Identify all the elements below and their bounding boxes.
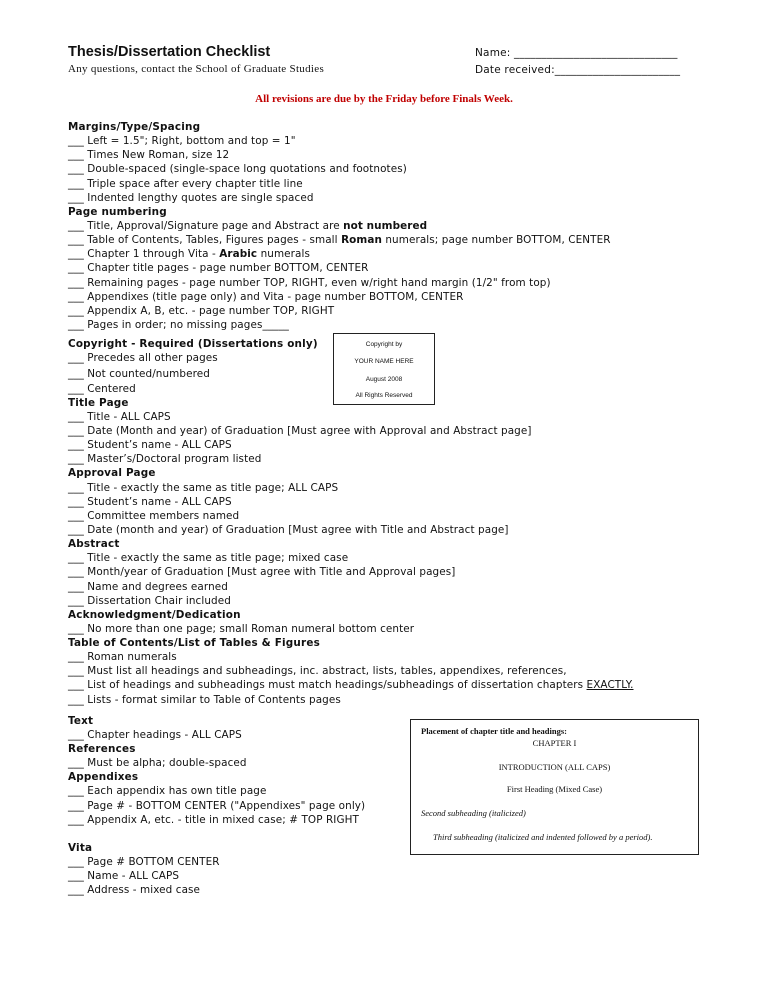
checklist-item: ___ Appendix A, B, etc. - page number TOP, RIGHT [68, 304, 335, 317]
checklist-item: ___ Month/year of Graduation [Must agree with Title and Approval pages] [68, 566, 456, 579]
checklist-item: ___ Indented lengthy quotes are single spaced [68, 191, 314, 204]
section-heading-abstract: Abstract [68, 538, 120, 551]
section-heading-text: Text [68, 714, 94, 727]
item-text: ___ Table of Contents, Tables, Figures pages - small [68, 234, 342, 247]
item-text: numerals [257, 248, 311, 261]
section-heading-references: References [68, 743, 136, 756]
checklist-item: ___ Left = 1.5"; Right, bottom and top = 1" [68, 135, 296, 148]
heading-placement-box [410, 719, 699, 855]
checklist-item: ___ Committee members named [68, 509, 240, 522]
copyright-rights: All Rights Reserved [355, 392, 413, 399]
section-heading-copyright: Copyright - Required (Dissertations only) [68, 338, 318, 351]
checklist-item: ___ Not counted/numbered [68, 368, 210, 381]
date-received-field: Date received:_______________________ [475, 64, 681, 76]
checklist-item: ___ Must be alpha; double-spaced [68, 757, 247, 770]
checklist-item: ___ Page # - BOTTOM CENTER ("Appendixes" page only) [68, 799, 366, 812]
checklist-item: ___ Page # BOTTOM CENTER [68, 856, 220, 869]
placement-title: Placement of chapter title and headings: [421, 726, 567, 736]
checklist-item: ___ Student’s name - ALL CAPS [68, 495, 232, 508]
checklist-item: ___ Date (month and year) of Graduation [Must agree with Title and Abstract page] [68, 523, 509, 536]
checklist-item: ___ Chapter headings - ALL CAPS [68, 728, 242, 741]
copyright-sample-box [333, 333, 435, 405]
name-field: Name: ______________________________ [475, 47, 678, 59]
page-title: Thesis/Dissertation Checklist [68, 44, 271, 60]
checklist-item: ___ Centered [68, 382, 136, 395]
page-subtitle: Any questions, contact the School of Graduate Studies [68, 63, 325, 75]
checklist-item: ___ Times New Roman, size 12 [68, 149, 230, 162]
checklist-item: ___ Precedes all other pages [68, 352, 218, 365]
copyright-line: Copyright by [365, 341, 403, 348]
checklist-item: ___ Double-spaced (single-space long quotations and footnotes) [68, 163, 407, 176]
checklist-item: ___ Appendixes (title page only) and Vita - page number BOTTOM, CENTER [68, 290, 464, 303]
checklist-item [68, 247, 634, 261]
checklist-item: ___ Roman numerals [68, 651, 177, 664]
section-heading-page-numbering: Page numbering [68, 205, 167, 218]
section-heading-acknowledgment: Acknowledgment/Dedication [68, 608, 241, 621]
item-text: numerals; page number BOTTOM, CENTER [381, 234, 611, 247]
item-text: ___ Chapter 1 through Vita - [68, 248, 220, 261]
checklist-item: ___ Pages in order; no missing pages_____ [68, 318, 289, 331]
checklist-item: ___ Name - ALL CAPS [68, 870, 180, 883]
placement-intro: INTRODUCTION (ALL CAPS) [498, 762, 611, 772]
revision-notice: All revisions are due by the Friday before Finals Week. [255, 93, 513, 105]
checklist-item: ___ Title - exactly the same as title page; mixed case [68, 552, 349, 565]
section-heading-vita: Vita [68, 841, 93, 854]
section-heading-title-page: Title Page [68, 396, 129, 409]
checklist-item: ___ Title - ALL CAPS [68, 410, 171, 423]
checklist-item: ___ Name and degrees earned [68, 580, 228, 593]
checklist-item: ___ Lists - format similar to Table of Contents pages [68, 693, 341, 706]
item-text: ___ Title, Approval/Signature page and Abstract are [68, 219, 344, 232]
checklist-item: ___ Each appendix has own title page [68, 785, 267, 798]
item-emphasis: not numbered [343, 219, 428, 232]
checklist-item [68, 233, 634, 247]
checklist-item: ___ Title - exactly the same as title page; ALL CAPS [68, 481, 339, 494]
item-emphasis: EXACTLY. [586, 679, 634, 692]
item-emphasis: Arabic [219, 248, 258, 261]
section-heading-margins: Margins/Type/Spacing [68, 121, 201, 133]
checklist-item [68, 678, 634, 692]
section-heading-toc: Table of Contents/List of Tables & Figures [68, 637, 320, 650]
checklist-item: ___ Master’s/Doctoral program listed [68, 453, 262, 466]
section-heading-approval-page: Approval Page [68, 467, 156, 480]
placement-second-subheading: Second subheading (italicized) [421, 808, 526, 818]
checklist-item: ___ Appendix A, etc. - title in mixed case; # TOP RIGHT [68, 813, 359, 826]
checklist-item [68, 219, 634, 233]
copyright-date: August 2008 [365, 376, 403, 383]
copyright-name: YOUR NAME HERE [354, 358, 414, 365]
checklist-item: ___ Address - mixed case [68, 884, 201, 897]
section-heading-appendixes: Appendixes [68, 771, 139, 784]
checklist-item: ___ Student’s name - ALL CAPS [68, 439, 232, 452]
placement-chapter: CHAPTER I [532, 738, 577, 748]
checklist-item: ___ No more than one page; small Roman numeral bottom center [68, 622, 415, 635]
placement-first-heading: First Heading (Mixed Case) [506, 784, 603, 794]
checklist-item: ___ Date (Month and year) of Graduation [Must agree with Approval and Abstract page] [68, 424, 532, 437]
item-emphasis: Roman [341, 234, 382, 247]
checklist-item: ___ Remaining pages - page number TOP, RIGHT, even w/right hand margin (1/2" from top) [68, 276, 551, 289]
checklist-item: ___ Must list all headings and subheadings, inc. abstract, lists, tables, appendixes, references, [68, 665, 567, 678]
checklist-item: ___ Triple space after every chapter title line [68, 177, 303, 190]
checklist-item: ___ Chapter title pages - page number BOTTOM, CENTER [68, 262, 369, 275]
placement-third-subheading: Third subheading (italicized and indented followed by a period). [433, 832, 653, 842]
checklist-item: ___ Dissertation Chair included [68, 594, 231, 607]
item-text: ___ List of headings and subheadings must match headings/subheadings of dissertation chapters [68, 679, 587, 692]
